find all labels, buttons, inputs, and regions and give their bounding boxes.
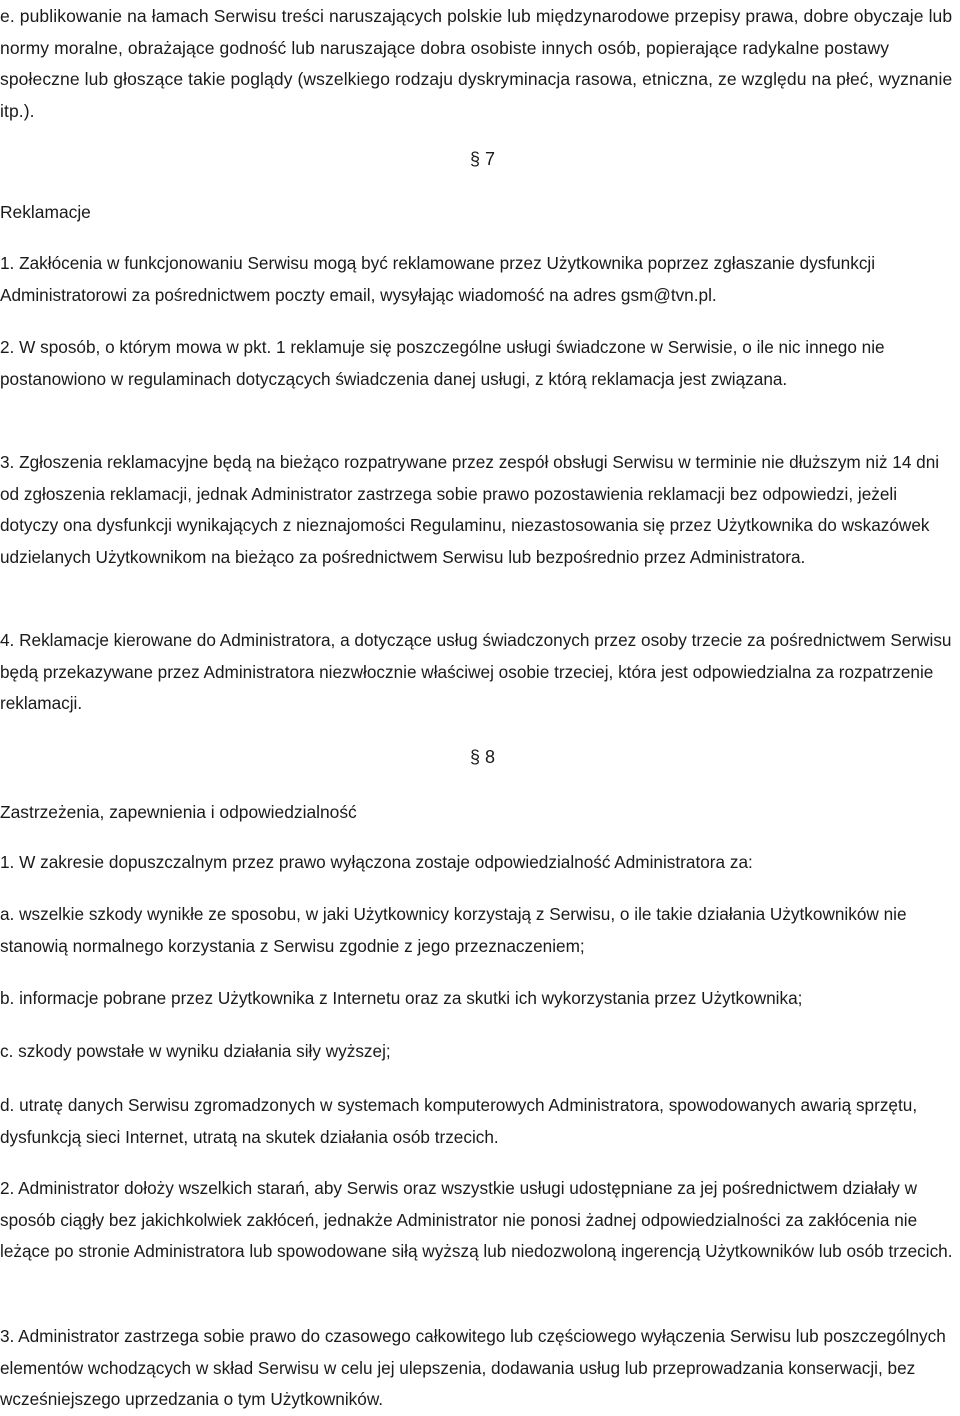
section-8-heading: Zastrzeżenia, zapewnienia i odpowiedzialność <box>0 802 357 822</box>
section-8-item-d: d. utratę danych Serwisu zgromadzonych w systemach komputerowych Administratora, spowodowanych awarią sprzętu, dysfunkcją sieci Internet, utratą na skutek działania osób trzecich. <box>0 1095 918 1147</box>
section-7-heading: Reklamacje <box>0 202 91 222</box>
section-7-paragraph-1: 1. Zakłócenia w funkcjonowaniu Serwisu mogą być reklamowane przez Użytkownika poprzez zgłaszanie dysfunkcji Administratorowi za pośrednictwem poczty email, wysyłając wiadomość na adres gsm@tvn.pl. <box>0 253 876 305</box>
section-8-item-b: b. informacje pobrane przez Użytkownika z Internetu oraz za skutki ich wykorzystania przez Użytkownika; <box>0 988 803 1008</box>
section-7-mark: § 7 <box>470 149 496 169</box>
section-8-paragraph-3: 3. Administrator zastrzega sobie prawo do czasowego całkowitego lub częściowego wyłączenia Serwisu lub poszczególnych elementów wchodzących w skład Serwisu w celu jej ulepszenia, dodawania usług lub przeprowadzania konserwacji, bez wcześniejszego uprzedzania o tym Użytkowników. <box>0 1326 946 1409</box>
section-7-paragraph-3: 3. Zgłoszenia reklamacyjne będą na bieżąco rozpatrywane przez zespół obsługi Serwisu w terminie nie dłuższym niż 14 dni od zgłoszenia reklamacji, jednak Administrator zastrzega sobie prawo pozostawienia reklamacji bez odpowiedzi, jeżeli dotyczy ona dysfunkcji wynikających z nieznajomości Regulaminu, niezastosowania się przez Użytkownika do wskazówek udzielanych Użytkownikom na bieżąco za pośrednictwem Serwisu lub bezpośrednio przez Administratora. <box>0 452 940 567</box>
section-8-item-c: c. szkody powstałe w wyniku działania siły wyższej; <box>0 1041 391 1061</box>
section-7-paragraph-4: 4. Reklamacje kierowane do Administratora, a dotyczące usług świadczonych przez osoby trzecie za pośrednictwem Serwisu będą przekazywane przez Administratora niezwłocznie właściwej osobie trzeciej, która jest odpowiedzialna za rozpatrzenie reklamacji. <box>0 630 952 713</box>
section-8-paragraph-1: 1. W zakresie dopuszczalnym przez prawo wyłączona zostaje odpowiedzialność Administratora za: <box>0 852 753 872</box>
section-8-mark: § 8 <box>470 747 496 767</box>
section-8-item-a: a. wszelkie szkody wynikłe ze sposobu, w jaki Użytkownicy korzystają z Serwisu, o ile takie działania Użytkowników nie stanowią normalnego korzystania z Serwisu zgodnie z jego przeznaczeniem; <box>0 904 907 956</box>
section-8-paragraph-2: 2. Administrator dołoży wszelkich starań, aby Serwis oraz wszystkie usługi udostępniane za jej pośrednictwem działały w sposób ciągły bez jakichkolwiek zakłóceń, jednakże Administrator nie ponosi żadnej odpowiedzialności za zakłócenia nie leżące po stronie Administratora lub spowodowane siłą wyższą lub niedozwoloną ingerencją Użytkowników lub osób trzecich. <box>0 1178 953 1261</box>
intro-paragraph: e. publikowanie na łamach Serwisu treści naruszających polskie lub międzynarodowe przepisy prawa, dobre obyczaje lub normy moralne, obrażające godność lub naruszające dobra osobiste innych osób, popierające radykalne postawy społeczne lub głoszące takie poglądy (wszelkiego rodzaju dyskryminacja rasowa, etniczna, ze względu na płeć, wyznanie itp.). <box>0 6 953 121</box>
section-7-paragraph-2: 2. W sposób, o którym mowa w pkt. 1 reklamuje się poszczególne usługi świadczone w Serwisie, o ile nic innego nie postanowiono w regulaminach dotyczących świadczenia danej usługi, z którą reklamacja jest związana. <box>0 337 885 389</box>
